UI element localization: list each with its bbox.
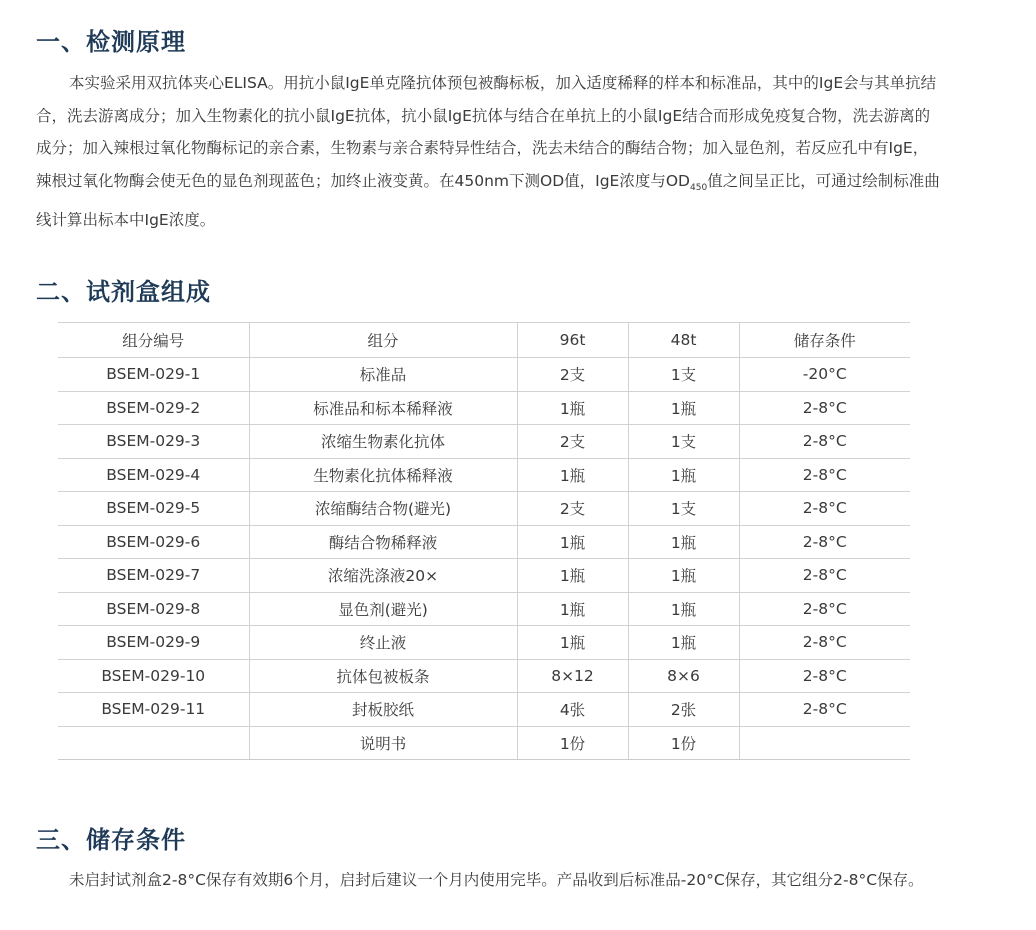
section-title-principle: 一、检测原理 xyxy=(36,28,186,56)
table-row xyxy=(58,693,910,727)
cell-48t: 1瓶 xyxy=(628,626,739,660)
cell-id: BSEM-029-4 xyxy=(58,458,249,492)
cell-96t: 1瓶 xyxy=(517,525,628,559)
col-header-component: 组分 xyxy=(249,323,517,358)
col-header-96t: 96t xyxy=(517,323,628,358)
cell-storage: 2-8°C xyxy=(739,525,910,559)
cell-component: 抗体包被板条 xyxy=(249,659,517,693)
section-title-kit-components: 二、试剂盒组成 xyxy=(36,278,211,306)
cell-48t: 1支 xyxy=(628,358,739,392)
cell-storage: 2-8°C xyxy=(739,458,910,492)
table-row xyxy=(58,425,910,459)
cell-96t: 1瓶 xyxy=(517,391,628,425)
cell-storage: 2-8°C xyxy=(739,626,910,660)
cell-id: BSEM-029-5 xyxy=(58,492,249,526)
table-row xyxy=(58,659,910,693)
cell-96t: 8×12 xyxy=(517,659,628,693)
cell-96t: 1瓶 xyxy=(517,559,628,593)
section-title-storage: 三、储存条件 xyxy=(36,826,186,854)
cell-48t: 1支 xyxy=(628,492,739,526)
cell-storage: 2-8°C xyxy=(739,425,910,459)
cell-storage: 2-8°C xyxy=(739,492,910,526)
cell-48t: 8×6 xyxy=(628,659,739,693)
cell-storage xyxy=(739,726,910,760)
principle-paragraph xyxy=(36,67,941,237)
cell-48t: 1瓶 xyxy=(628,525,739,559)
cell-component: 标准品 xyxy=(249,358,517,392)
cell-storage: 2-8°C xyxy=(739,592,910,626)
cell-96t: 4张 xyxy=(517,693,628,727)
cell-component: 终止液 xyxy=(249,626,517,660)
principle-text-tail: 值之间呈正比，可通过绘制标准曲线计算出标本中IgE浓度。 xyxy=(36,171,940,229)
cell-96t: 1份 xyxy=(517,726,628,760)
cell-id: BSEM-029-11 xyxy=(58,693,249,727)
cell-storage: 2-8°C xyxy=(739,391,910,425)
col-header-id: 组分编号 xyxy=(58,323,249,358)
cell-id: BSEM-029-10 xyxy=(58,659,249,693)
table-row xyxy=(58,458,910,492)
table-row xyxy=(58,592,910,626)
table-row xyxy=(58,492,910,526)
cell-id: BSEM-029-1 xyxy=(58,358,249,392)
cell-storage: 2-8°C xyxy=(739,693,910,727)
cell-96t: 2支 xyxy=(517,358,628,392)
col-header-storage: 储存条件 xyxy=(739,323,910,358)
cell-48t: 1瓶 xyxy=(628,391,739,425)
cell-storage: -20°C xyxy=(739,358,910,392)
kit-components-table xyxy=(58,322,910,760)
table-row xyxy=(58,726,910,760)
cell-id: BSEM-029-3 xyxy=(58,425,249,459)
cell-96t: 1瓶 xyxy=(517,592,628,626)
cell-48t: 2张 xyxy=(628,693,739,727)
cell-component: 封板胶纸 xyxy=(249,693,517,727)
cell-component: 浓缩酶结合物(避光) xyxy=(249,492,517,526)
table-row xyxy=(58,626,910,660)
table-row xyxy=(58,525,910,559)
storage-text: 未启封试剂盒2-8°C保存有效期6个月，启封后建议一个月内使用完毕。产品收到后标准品-20°C保存，其它组分2-8°C保存。 xyxy=(69,871,924,889)
cell-component: 标准品和标本稀释液 xyxy=(249,391,517,425)
cell-id: BSEM-029-7 xyxy=(58,559,249,593)
cell-96t: 2支 xyxy=(517,492,628,526)
cell-48t: 1瓶 xyxy=(628,592,739,626)
storage-paragraph xyxy=(36,864,941,897)
cell-id xyxy=(58,726,249,760)
cell-component: 酶结合物稀释液 xyxy=(249,525,517,559)
cell-component: 浓缩洗涤液20× xyxy=(249,559,517,593)
cell-48t: 1瓶 xyxy=(628,559,739,593)
cell-storage: 2-8°C xyxy=(739,659,910,693)
cell-48t: 1份 xyxy=(628,726,739,760)
table-body xyxy=(58,358,910,760)
table-header-row xyxy=(58,323,910,358)
cell-id: BSEM-029-6 xyxy=(58,525,249,559)
cell-component: 生物素化抗体稀释液 xyxy=(249,458,517,492)
table-row xyxy=(58,559,910,593)
cell-component: 说明书 xyxy=(249,726,517,760)
cell-component: 显色剂(避光) xyxy=(249,592,517,626)
col-header-48t: 48t xyxy=(628,323,739,358)
cell-96t: 2支 xyxy=(517,425,628,459)
cell-id: BSEM-029-2 xyxy=(58,391,249,425)
cell-48t: 1支 xyxy=(628,425,739,459)
cell-component: 浓缩生物素化抗体 xyxy=(249,425,517,459)
cell-96t: 1瓶 xyxy=(517,458,628,492)
cell-id: BSEM-029-8 xyxy=(58,592,249,626)
cell-id: BSEM-029-9 xyxy=(58,626,249,660)
cell-storage: 2-8°C xyxy=(739,559,910,593)
principle-text: 本实验采用双抗体夹心ELISA。用抗小鼠IgE单克隆抗体预包被酶标板，加入适度稀释的样本和标准品，其中的IgE会与其单抗结合，洗去游离成分；加入生物素化的抗小鼠IgE抗体，抗小鼠IgE抗体与结合在单抗上的小鼠IgE结合而形成免疫复合物，洗去游离的成分；加入辣根过氧化物酶标记的亲合素，生物素与亲合素特异性结合，洗去未结合的酶结合物；加入显色剂，若反应孔中有IgE，辣根过氧化物酶会使无色的显色剂现蓝色；加终止液变黄。在450nm下测OD值，IgE浓度与OD xyxy=(36,74,937,190)
cell-48t: 1瓶 xyxy=(628,458,739,492)
cell-96t: 1瓶 xyxy=(517,626,628,660)
od-subscript: 450 xyxy=(690,182,708,193)
table-row xyxy=(58,358,910,392)
table-row xyxy=(58,391,910,425)
